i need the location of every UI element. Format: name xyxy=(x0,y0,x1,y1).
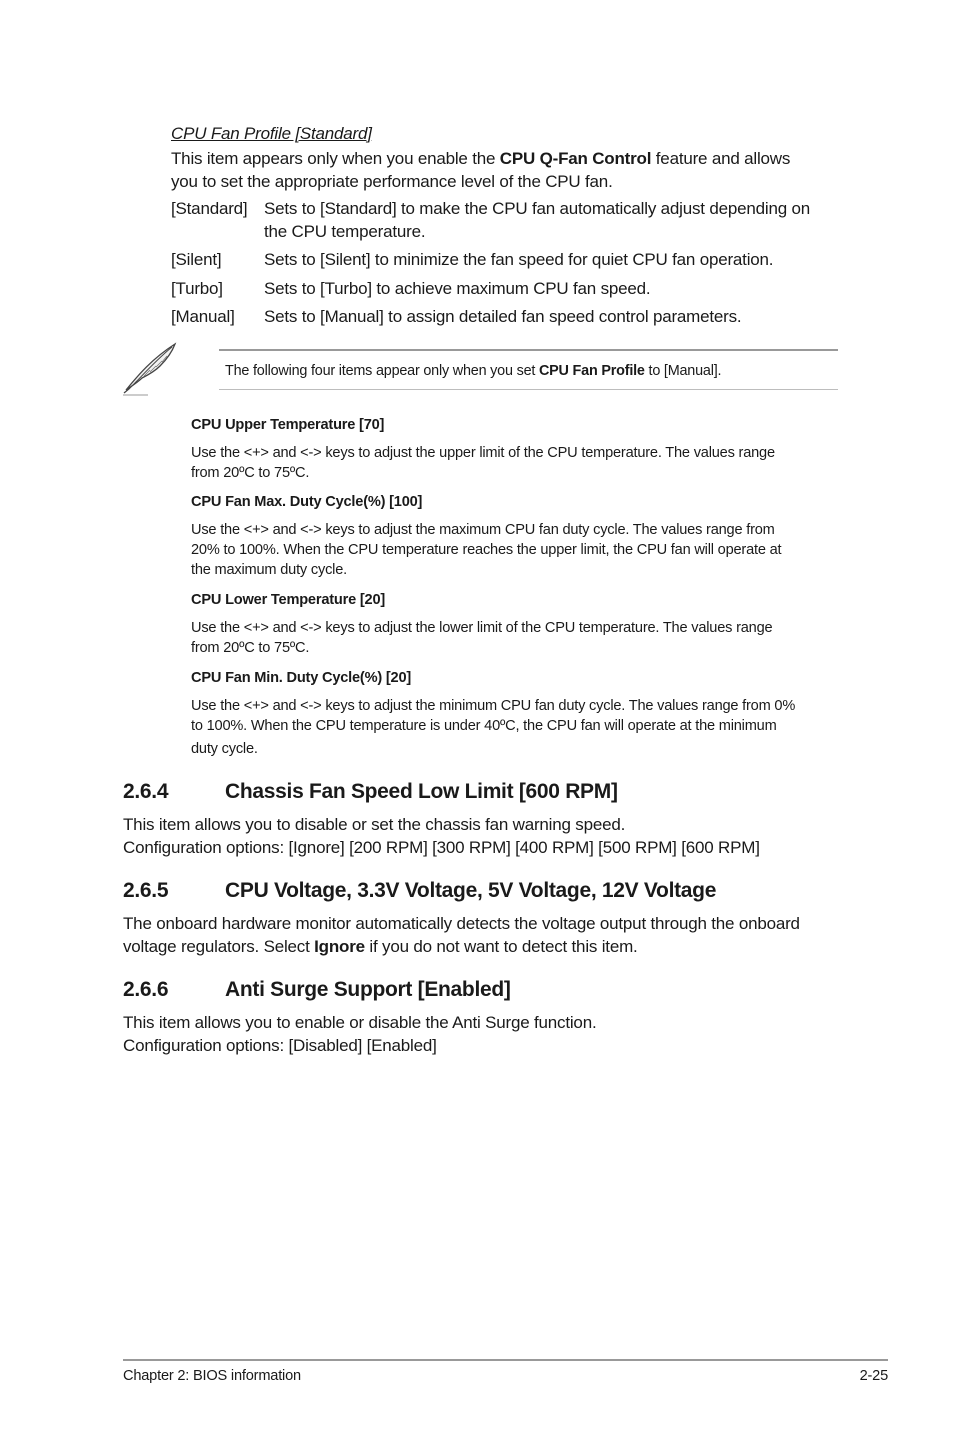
note-text-pre: The following four items appear only when you set xyxy=(225,363,539,379)
section-body-bold: Ignore xyxy=(314,937,365,956)
subitem-desc-line: Use the <+> and <-> keys to adjust the upper limit of the CPU temperature. The values range xyxy=(191,445,775,461)
subitem-desc-line: Use the <+> and <-> keys to adjust the lower limit of the CPU temperature. The values range xyxy=(191,620,773,636)
option-desc-cont: the CPU temperature. xyxy=(264,222,426,241)
item-title-cpu-fan-profile: CPU Fan Profile [Standard] xyxy=(171,124,372,143)
section-body-text-end: if you do not want to detect this item. xyxy=(364,937,638,956)
section-number: 2.6.4 xyxy=(123,780,169,803)
intro-bold: CPU Q-Fan Control xyxy=(499,149,652,168)
section-body xyxy=(123,912,800,958)
footer-rule xyxy=(123,1359,888,1361)
section-body xyxy=(123,1011,596,1057)
feather-pen-icon xyxy=(120,338,182,398)
intro-text-end: feature and allows xyxy=(651,149,791,168)
subitem-title: CPU Fan Min. Duty Cycle(%) [20] xyxy=(191,670,412,686)
subitem-desc xyxy=(191,618,841,658)
option-desc: Sets to [Manual] to assign detailed fan speed control parameters. xyxy=(264,307,742,326)
note-text-post: to [Manual]. xyxy=(644,363,722,379)
section-body xyxy=(123,813,760,859)
option-label: [Turbo] xyxy=(171,279,223,298)
subitem-desc-line: duty cycle. xyxy=(191,741,258,757)
section-number: 2.6.5 xyxy=(123,879,169,902)
section-body-line: Configuration options: [Ignore] [200 RPM] [300 RPM] [400 RPM] [500 RPM] [600 RPM] xyxy=(123,838,760,857)
subitem-desc-line: the maximum duty cycle. xyxy=(191,562,347,578)
intro-line-2: you to set the appropriate performance level of the CPU fan. xyxy=(171,172,613,191)
subitem-title: CPU Upper Temperature [70] xyxy=(191,417,385,433)
section-body-line xyxy=(123,935,800,958)
section-body-line: This item allows you to disable or set the chassis fan warning speed. xyxy=(123,815,626,834)
subitem-desc-line: Use the <+> and <-> keys to adjust the maximum CPU fan duty cycle. The values range from xyxy=(191,522,775,538)
option-desc: Sets to [Turbo] to achieve maximum CPU fan speed. xyxy=(264,279,651,298)
option-desc: Sets to [Silent] to minimize the fan speed for quiet CPU fan operation. xyxy=(264,250,774,269)
section-body-line: This item allows you to enable or disable the Anti Surge function. xyxy=(123,1013,597,1032)
option-desc: Sets to [Standard] to make the CPU fan automatically adjust depending on xyxy=(264,199,810,218)
section-body-line: The onboard hardware monitor automatically detects the voltage output through the onboard xyxy=(123,914,800,933)
intro-text: This item appears only when you enable the xyxy=(171,149,500,168)
subitem-desc xyxy=(191,696,851,759)
subitem-desc-line: from 20ºC to 75ºC. xyxy=(191,465,310,481)
subitem-desc xyxy=(191,520,841,580)
option-list xyxy=(0,197,954,332)
intro-paragraph xyxy=(171,147,851,170)
subitem-desc-line: from 20ºC to 75ºC. xyxy=(191,640,310,656)
section-heading: Chassis Fan Speed Low Limit [600 RPM] xyxy=(225,780,618,803)
section-heading: Anti Surge Support [Enabled] xyxy=(225,978,511,1001)
footer-chapter: Chapter 2: BIOS information xyxy=(123,1368,301,1384)
page-number: 2-25 xyxy=(859,1368,888,1384)
subitem-desc-line: 20% to 100%. When the CPU temperature reaches the upper limit, the CPU fan will operate at xyxy=(191,542,782,558)
section-heading: CPU Voltage, 3.3V Voltage, 5V Voltage, 12V Voltage xyxy=(225,879,717,902)
subitem-title: CPU Fan Max. Duty Cycle(%) [100] xyxy=(191,494,423,510)
option-label: [Manual] xyxy=(171,307,235,326)
subitem-desc xyxy=(191,443,841,483)
note-bottom-rule xyxy=(219,389,838,390)
section-body-line: Configuration options: [Disabled] [Enabled] xyxy=(123,1036,437,1055)
note-text xyxy=(225,362,721,380)
option-label: [Silent] xyxy=(171,250,222,269)
subitem-title: CPU Lower Temperature [20] xyxy=(191,592,386,608)
option-label: [Standard] xyxy=(171,199,248,218)
section-body-text: voltage regulators. Select xyxy=(123,937,315,956)
note-top-rule xyxy=(219,349,838,351)
subitem-desc-line: Use the <+> and <-> keys to adjust the minimum CPU fan duty cycle. The values range from 0% xyxy=(191,698,796,714)
note-text-bold: CPU Fan Profile xyxy=(538,363,645,379)
subitem-desc-line: to 100%. When the CPU temperature is under 40ºC, the CPU fan will operate at the minimum xyxy=(191,718,777,734)
section-number: 2.6.6 xyxy=(123,978,169,1001)
